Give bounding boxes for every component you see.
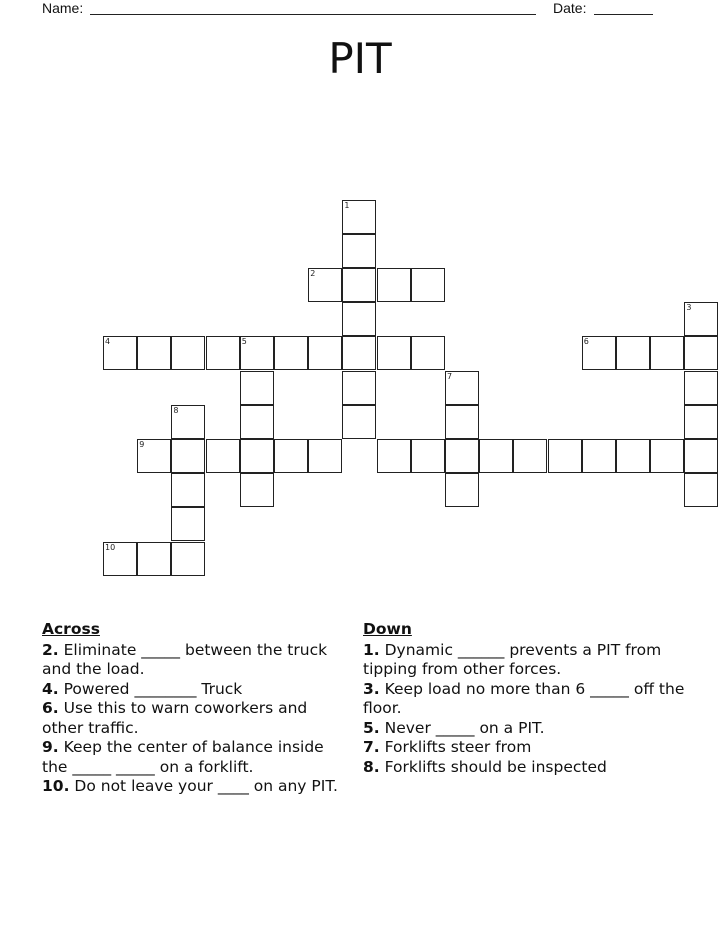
grid-cell[interactable] [206, 439, 240, 473]
grid-cell[interactable] [274, 439, 308, 473]
grid-cell[interactable] [616, 336, 650, 370]
grid-cell[interactable] [650, 336, 684, 370]
clue-text: Keep the center of balance inside the _____ _____ on a forklift. [42, 738, 324, 776]
clue-number: 4. [42, 679, 59, 698]
clue-across-9 [42, 738, 342, 777]
clue-text: Use this to warn coworkers and other traffic. [42, 699, 308, 737]
grid-cell[interactable] [513, 439, 547, 473]
grid-cell[interactable] [411, 268, 445, 302]
grid-cell[interactable] [445, 371, 479, 405]
grid-cell[interactable] [171, 439, 205, 473]
grid-cell[interactable] [240, 336, 274, 370]
grid-cell[interactable] [445, 405, 479, 439]
clue-text: Powered ________ Truck [63, 679, 243, 698]
grid-cell[interactable] [342, 302, 376, 336]
clue-text: Forklifts steer from [384, 738, 532, 756]
clue-number: 8. [363, 757, 380, 776]
grid-cell[interactable] [377, 268, 411, 302]
grid-cell[interactable] [342, 268, 376, 302]
clue-number-label: 6 [583, 337, 589, 347]
grid-cell[interactable] [548, 439, 582, 473]
grid-cell[interactable] [274, 336, 308, 370]
clue-number: 1. [363, 640, 380, 659]
clue-down-3 [363, 680, 693, 719]
grid-cell[interactable] [582, 439, 616, 473]
clue-number-label: 2 [310, 269, 316, 278]
clue-text: Never _____ on a PIT. [384, 718, 545, 737]
clue-number: 3. [363, 679, 380, 698]
grid-cell[interactable] [308, 268, 342, 302]
grid-cell[interactable] [684, 336, 718, 370]
down-clues [363, 620, 693, 777]
clue-number-label: 9 [139, 440, 145, 449]
grid-cell[interactable] [684, 473, 718, 507]
clue-number-label: 1 [344, 200, 350, 210]
grid-cell[interactable] [240, 439, 274, 473]
grid-cell[interactable] [171, 473, 205, 507]
clue-down-1 [363, 641, 693, 680]
clue-number-label: 3 [686, 303, 692, 313]
clue-number: 10. [42, 777, 70, 795]
clue-across-4 [42, 680, 342, 700]
clue-across-2 [42, 641, 342, 680]
clue-number-label: 4 [105, 337, 111, 347]
grid-cell[interactable] [342, 336, 376, 370]
clue-down-5 [363, 719, 693, 739]
clue-text: Dynamic ______ prevents a PIT from tipping from other forces. [363, 640, 662, 678]
grid-cell[interactable] [171, 507, 205, 541]
grid-cell[interactable] [308, 439, 342, 473]
grid-cell[interactable] [377, 336, 411, 370]
clue-text: Keep load no more than 6 _____ off the floor. [363, 679, 685, 717]
clue-number: 9. [42, 738, 59, 756]
grid-cell[interactable] [103, 336, 137, 370]
grid-cell[interactable] [650, 439, 684, 473]
grid-cell[interactable] [342, 234, 376, 268]
clue-down-8 [363, 758, 693, 778]
grid-cell[interactable] [137, 542, 171, 576]
grid-cell[interactable] [342, 200, 376, 234]
grid-cell[interactable] [684, 371, 718, 405]
clue-text: Forklifts should be inspected [384, 757, 607, 776]
grid-cell[interactable] [684, 439, 718, 473]
grid-cell[interactable] [684, 405, 718, 439]
grid-cell[interactable] [684, 302, 718, 336]
clue-text: Eliminate _____ between the truck and the load. [42, 640, 328, 678]
grid-cell[interactable] [171, 336, 205, 370]
grid-cell[interactable] [411, 336, 445, 370]
grid-cell[interactable] [103, 542, 137, 576]
clue-text: Do not leave your ____ on any PIT. [74, 777, 338, 795]
clue-across-10 [42, 777, 342, 797]
clue-number-label: 5 [241, 337, 247, 347]
grid-cell[interactable] [479, 439, 513, 473]
clue-number: 5. [363, 718, 380, 737]
grid-cell[interactable] [377, 439, 411, 473]
clue-number: 2. [42, 640, 59, 659]
clue-number: 6. [42, 699, 59, 717]
grid-cell[interactable] [206, 336, 240, 370]
grid-cell[interactable] [342, 405, 376, 439]
clue-number-label: 10 [105, 542, 116, 552]
grid-cell[interactable] [445, 439, 479, 473]
grid-cell[interactable] [411, 439, 445, 473]
down-heading: Down [363, 620, 412, 638]
clue-across-6 [42, 699, 342, 738]
clue-number-label: 7 [447, 371, 453, 381]
grid-cell[interactable] [616, 439, 650, 473]
grid-cell[interactable] [240, 405, 274, 439]
across-heading: Across [42, 620, 100, 638]
grid-cell[interactable] [240, 371, 274, 405]
name-label: Name: [42, 0, 84, 16]
grid-cell[interactable] [342, 371, 376, 405]
date-label: Date: [553, 0, 587, 16]
grid-cell[interactable] [171, 405, 205, 439]
grid-cell[interactable] [582, 336, 616, 370]
clue-number-label: 8 [173, 405, 179, 415]
grid-cell[interactable] [137, 439, 171, 473]
clue-down-7 [363, 738, 693, 758]
grid-cell[interactable] [308, 336, 342, 370]
grid-cell[interactable] [171, 542, 205, 576]
grid-cell[interactable] [137, 336, 171, 370]
across-clues [42, 620, 342, 797]
grid-cell[interactable] [445, 473, 479, 507]
clue-number: 7. [363, 738, 380, 756]
page-title: PIT [328, 34, 392, 83]
grid-cell[interactable] [240, 473, 274, 507]
